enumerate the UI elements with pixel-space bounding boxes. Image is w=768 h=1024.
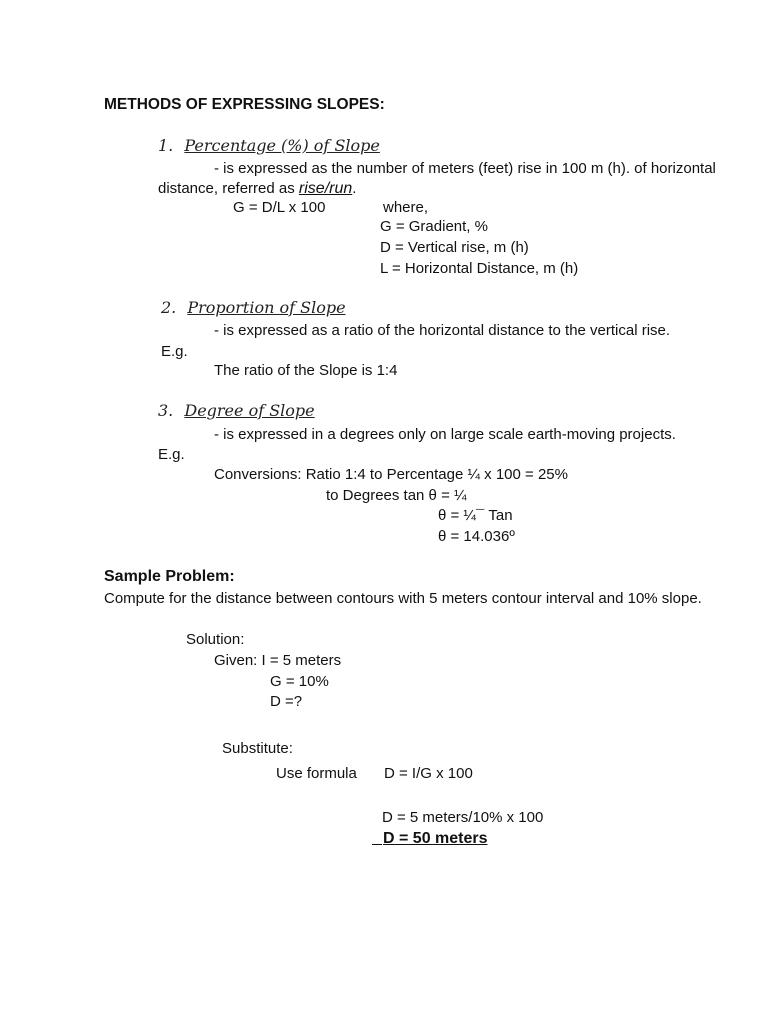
- rise-run-term: rise/run: [298, 180, 353, 197]
- final-answer: [372, 830, 488, 848]
- definition-gradient: G = Gradient, %: [380, 218, 488, 235]
- section2-eg: E.g.: [161, 343, 188, 360]
- conversion-line-ratio: Conversions: Ratio 1:4 to Percentage ¼ x 100 = 25%: [214, 466, 568, 483]
- conversion-line-arctan: θ = ¼¯ Tan: [438, 507, 513, 524]
- sample-problem-statement: Compute for the distance between contours with 5 meters contour interval and 10% slope.: [104, 590, 702, 607]
- section1-heading: [158, 137, 380, 155]
- solution-label: Solution:: [186, 631, 245, 648]
- section1-description-line2: [158, 180, 356, 198]
- section2-title: Proportion of Slope: [187, 298, 346, 317]
- section1-description-line1: - is expressed as the number of meters (feet) rise in 100 m (h). of horizontal: [214, 160, 716, 177]
- section2-description: - is expressed as a ratio of the horizontal distance to the vertical rise.: [214, 322, 671, 339]
- section1-formula: G = D/L x 100: [233, 199, 326, 216]
- conversion-line-degrees: to Degrees tan θ = ¼: [326, 487, 467, 504]
- section1-description-prefix: distance, referred as: [158, 180, 299, 197]
- section3-description: - is expressed in a degrees only on large scale earth-moving projects.: [214, 426, 676, 443]
- section3-number: 3.: [158, 401, 174, 420]
- given-interval: Given: I = 5 meters: [214, 652, 342, 669]
- substitute-label: Substitute:: [222, 740, 293, 757]
- final-answer-text: D = 50 meters: [383, 830, 488, 847]
- section2-number: 2.: [161, 298, 177, 317]
- section3-eg: E.g.: [158, 446, 185, 463]
- given-gradient: G = 10%: [270, 673, 329, 690]
- sample-problem-heading: Sample Problem:: [104, 568, 235, 585]
- distance-calculation: D = 5 meters/10% x 100: [382, 809, 544, 826]
- section2-heading: [161, 299, 346, 317]
- use-formula-label: Use formula: [276, 765, 357, 782]
- section3-heading: [158, 402, 315, 420]
- definition-vertical-rise: D = Vertical rise, m (h): [380, 239, 529, 256]
- section1-description-suffix: .: [352, 180, 357, 197]
- distance-formula: D = I/G x 100: [384, 765, 473, 782]
- section1-where: where,: [383, 199, 429, 216]
- section1-title: Percentage (%) of Slope: [184, 136, 380, 155]
- page-title: METHODS OF EXPRESSING SLOPES:: [104, 96, 385, 113]
- section2-example: The ratio of the Slope is 1:4: [214, 362, 398, 379]
- definition-horizontal-distance: L = Horizontal Distance, m (h): [380, 260, 579, 277]
- section1-number: 1.: [158, 136, 174, 155]
- answer-underline-lead: [372, 830, 382, 845]
- given-distance: D =?: [270, 693, 303, 710]
- section3-title: Degree of Slope: [184, 401, 315, 420]
- conversion-line-result: θ = 14.036º: [438, 528, 515, 545]
